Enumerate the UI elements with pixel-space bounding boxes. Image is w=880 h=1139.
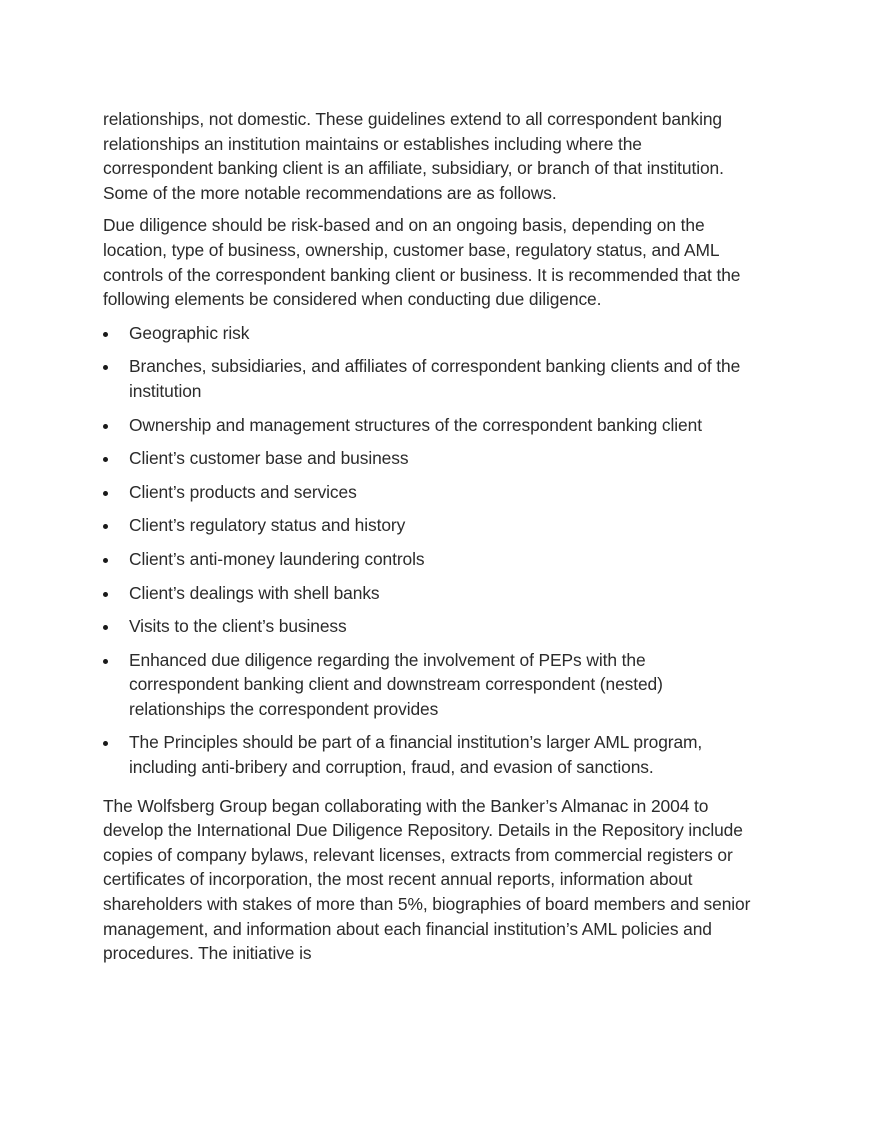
list-item [103,648,753,722]
list-item [103,413,753,438]
bullet-icon [103,457,108,462]
list-item [103,730,753,779]
wolfsberg-repository-paragraph: The Wolfsberg Group began collaborating with the Banker’s Almanac in 2004 to develop the International Due Diligence Repository. Details in the Repository include copies of company bylaws, relevant licenses, extracts from commercial registers or certificates of incorporation, the most recent annual reports, information about shareholders with stakes of more than 5%, biographies of board members and senior management, and information about each financial institution’s AML policies and procedures. The initiative is [103,795,751,964]
due-diligence-elements-list [103,321,753,780]
list-item [103,614,753,639]
bullet-icon [103,592,108,597]
list-item [103,354,753,403]
list-item [103,547,753,572]
list-item-text: The Principles should be part of a financial institution’s larger AML program, including anti-bribery and corruption, fraud, and evasion of sanctions. [129,732,703,778]
list-item [103,581,753,606]
list-item-text: Branches, subsidiaries, and affiliates of correspondent banking clients and of the institution [129,356,741,401]
list-item-text: Ownership and management structures of the correspondent banking client [129,414,702,435]
list-item-text: Client’s anti-money laundering controls [129,548,425,569]
list-item [103,321,753,346]
due-diligence-paragraph: Due diligence should be risk-based and on an ongoing basis, depending on the location, type of business, ownership, customer base, regulatory status, and AML controls of the correspondent banking client or business. It is recommended that the following elements be considered when conducting due diligence. [103,215,741,310]
list-item-text: Enhanced due diligence regarding the involvement of PEPs with the correspondent banking client and downstream correspondent (nested) relationships the correspondent provides [129,649,663,719]
bullet-icon [103,659,108,664]
intro-paragraph: relationships, not domestic. These guidelines extend to all correspondent banking relationships an institution maintains or establishes including where the correspondent banking client is an affiliate, subsidiary, or branch of that institution. Some of the more notable recommendations are as follows. [103,109,724,203]
bullet-icon [103,558,108,563]
bullet-icon [103,365,108,370]
list-item-text: Client’s regulatory status and history [129,515,406,536]
list-item-text: Client’s products and services [129,481,357,502]
list-item-text: Client’s customer base and business [129,448,409,469]
list-item [103,513,753,538]
list-item-text: Visits to the client’s business [129,616,347,637]
bullet-icon [103,332,108,337]
bullet-icon [103,491,108,496]
list-item-text: Client’s dealings with shell banks [129,582,380,603]
list-item [103,480,753,505]
bullet-icon [103,524,108,529]
bullet-icon [103,424,108,429]
list-item-text: Geographic risk [129,322,250,343]
list-item [103,446,753,471]
document-page [103,107,753,966]
bullet-icon [103,741,108,746]
bullet-icon [103,625,108,630]
